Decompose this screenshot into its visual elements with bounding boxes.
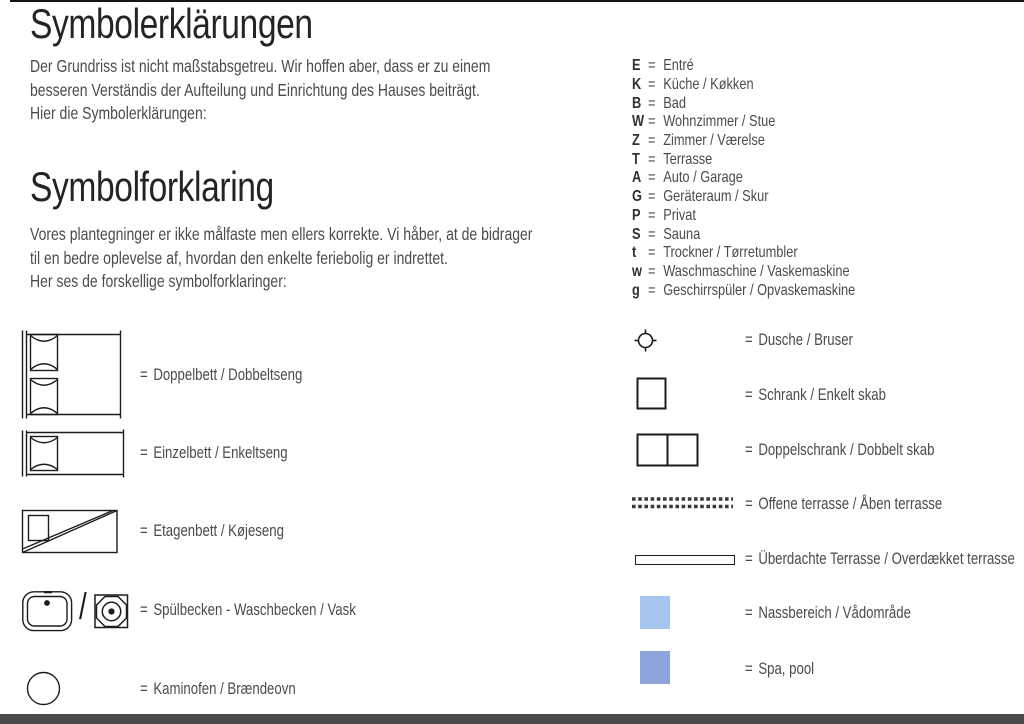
page-title-danish: Symbolforklaring — [30, 163, 274, 210]
legend-label-bunk-bed: = Etagenbett / Køjeseng — [140, 522, 284, 540]
open-terrace-icon — [632, 495, 733, 510]
abbreviation-row — [632, 263, 855, 282]
legend-label-single-bed: = Einzelbett / Enkeltseng — [140, 444, 288, 462]
equals-sign: = — [648, 76, 656, 94]
equals-sign: = — [140, 680, 148, 698]
abbreviation-row — [632, 113, 855, 132]
abbr-label: Terrasse — [663, 150, 713, 168]
abbreviation-row — [632, 57, 855, 76]
abbr-label: Geräteraum / Skur — [663, 188, 769, 206]
single-bed-icon — [20, 429, 127, 478]
abbreviation-row — [632, 281, 855, 300]
equals-sign: = — [648, 57, 656, 75]
intro-da-line: til en bedre oplevelse af, hvordan den enkelte feriebolig er indrettet. — [30, 247, 448, 268]
abbr-letter: W — [632, 113, 645, 131]
equals-sign: = — [140, 366, 148, 384]
abbr-letter: G — [632, 188, 642, 206]
equals-sign: = — [140, 601, 148, 619]
abbr-label: Zimmer / Værelse — [663, 132, 765, 150]
abbr-label: Trockner / Tørretumbler — [663, 244, 798, 262]
intro-de-line: besseren Verständis der Aufteilung und Einrichtung des Hauses beiträgt. — [30, 79, 480, 100]
abbr-label: Privat — [663, 206, 696, 224]
equals-sign: = — [140, 444, 148, 462]
abbreviation-row — [632, 132, 855, 151]
intro-de-line: Hier die Symbolerklärungen: — [30, 103, 207, 123]
equals-sign: = — [745, 660, 753, 678]
abbreviation-row — [632, 244, 855, 263]
slash-separator: / — [79, 586, 87, 627]
double-cabinet-icon — [636, 433, 699, 467]
abbreviation-row — [632, 150, 855, 169]
abbr-letter: S — [632, 225, 641, 243]
abbreviation-row — [632, 207, 855, 226]
abbr-label: Bad — [663, 94, 686, 112]
abbr-label: Geschirrspüler / Opvaskemaskine — [663, 281, 856, 299]
equals-sign: = — [648, 225, 656, 243]
abbr-letter: Z — [632, 132, 640, 150]
abbreviation-row — [632, 169, 855, 188]
equals-sign: = — [745, 386, 753, 404]
covered-terrace-icon — [635, 555, 735, 565]
abbreviation-row — [632, 188, 855, 207]
abbr-label: Sauna — [663, 225, 701, 243]
legend-label-shower: = Dusche / Bruser — [745, 331, 853, 349]
equals-sign: = — [648, 188, 656, 206]
abbr-label: Wohnzimmer / Stue — [663, 113, 776, 131]
equals-sign: = — [648, 169, 656, 187]
equals-sign: = — [745, 550, 753, 568]
legend-label-sink: = Spülbecken - Waschbecken / Vask — [140, 601, 356, 619]
kitchen-sink-icon — [22, 591, 73, 632]
abbr-label: Küche / Køkken — [663, 76, 754, 94]
equals-sign: = — [648, 281, 656, 299]
abbr-letter: K — [632, 76, 642, 94]
equals-sign: = — [648, 262, 656, 280]
intro-text-danish — [30, 223, 532, 294]
abbr-letter: A — [632, 169, 642, 187]
legend-label-wood-stove: = Kaminofen / Brændeovn — [140, 680, 296, 698]
legend-label-double-bed: = Doppelbett / Dobbeltseng — [140, 366, 303, 384]
equals-sign: = — [140, 522, 148, 540]
shower-icon — [634, 329, 657, 352]
intro-da-line: Her ses de forskellige symbolforklaringer: — [30, 271, 287, 291]
washbasin-icon — [94, 594, 129, 629]
spa-pool-icon — [640, 651, 670, 684]
equals-sign: = — [648, 94, 656, 112]
double-bed-icon — [20, 330, 124, 419]
abbr-letter: P — [632, 206, 641, 224]
abbr-letter: B — [632, 94, 642, 112]
abbr-letter: w — [632, 262, 642, 280]
equals-sign: = — [745, 604, 753, 622]
wet-area-icon — [640, 596, 670, 629]
abbr-letter: t — [632, 244, 637, 262]
legend-label-covered-terrace: = Überdachte Terrasse / Overdækket terrasse — [745, 550, 1015, 568]
equals-sign: = — [745, 331, 753, 349]
legend-label-spa-pool: = Spa, pool — [745, 660, 815, 678]
abbr-label: Entré — [663, 57, 694, 75]
abbr-letter: E — [632, 57, 641, 75]
abbreviation-row — [632, 225, 855, 244]
intro-de-line: Der Grundriss ist nicht maßstabsgetreu. Wir hoffen aber, dass er zu einem — [30, 56, 491, 76]
legend-label-double-cabinet: = Doppelschrank / Dobbelt skab — [745, 441, 935, 459]
equals-sign: = — [648, 206, 656, 224]
abbr-letter: g — [632, 281, 640, 299]
equals-sign: = — [648, 150, 656, 168]
abbr-label: Auto / Garage — [663, 169, 743, 187]
equals-sign: = — [745, 495, 753, 513]
abbreviation-row — [632, 76, 855, 95]
single-cabinet-icon — [636, 377, 667, 410]
equals-sign: = — [648, 113, 656, 131]
intro-text-german — [30, 55, 490, 126]
room-abbreviation-list — [632, 57, 855, 300]
legend-label-wet-area: = Nassbereich / Vådområde — [745, 604, 911, 622]
page-title-german: Symbolerklärungen — [30, 0, 313, 47]
equals-sign: = — [648, 244, 656, 262]
legend-label-open-terrace: = Offene terrasse / Åben terrasse — [745, 495, 943, 513]
footer-bar — [0, 714, 1024, 724]
equals-sign: = — [745, 441, 753, 459]
abbr-label: Waschmaschine / Vaskemaskine — [663, 262, 850, 280]
wood-stove-icon — [26, 671, 62, 707]
intro-da-line: Vores plantegninger er ikke målfaste men ellers korrekte. Vi håber, at de bidrager — [30, 224, 533, 244]
equals-sign: = — [648, 132, 656, 150]
bunk-bed-icon — [21, 508, 119, 555]
abbr-letter: T — [632, 150, 640, 168]
legend-label-single-cabinet: = Schrank / Enkelt skab — [745, 386, 886, 404]
abbreviation-row — [632, 94, 855, 113]
